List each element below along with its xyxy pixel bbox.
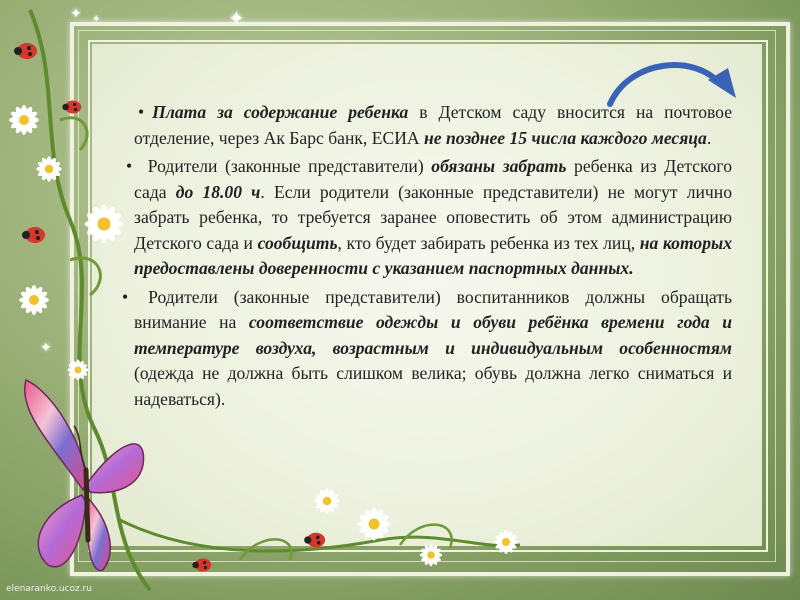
clothing-text-1: Родители (законные представители) воспитанников должны обращать внимание на (132, 286, 732, 332)
watermark: elenaranko.ucoz.ru (6, 584, 92, 594)
ladybug-icon (22, 224, 48, 246)
ladybug-icon (192, 556, 214, 574)
pickup-time: до 18.00 ч (175, 181, 261, 202)
payment-deadline: не позднее 15 числа каждого месяца (424, 127, 707, 148)
pickup-inform: сообщить (257, 232, 338, 253)
pickup-text-3: . Если родители (законные представители) не могут лично забрать ребенка, то требуется заранее оповестить об этом администрацию Детского сада и (134, 181, 732, 253)
paragraph-clothing (122, 285, 733, 413)
payment-text: в Детском саду вносится на почтовое отделение, через Ак Барс банк, ЕСИА (134, 102, 732, 148)
clothing-emphasis: соответствие одежды и обуви ребёнка времени года и температуре воздуха, возрастным и индивидуальным особенностям (134, 312, 733, 358)
daisy-icon (32, 152, 66, 186)
daisy-icon (310, 484, 344, 518)
daisy-icon (416, 540, 446, 570)
payment-heading: Плата за содержание ребенка (152, 102, 409, 122)
bullet: • (138, 102, 145, 122)
rules-text (122, 100, 733, 412)
ladybug-icon (14, 40, 40, 62)
pickup-obligation: обязаны забрать (431, 156, 567, 176)
bullet: • (126, 156, 133, 176)
bullet: • (122, 286, 129, 307)
daisy-icon (490, 526, 522, 558)
daisy-icon (4, 100, 44, 140)
ladybug-icon (304, 530, 328, 550)
paragraph-payment (134, 100, 732, 151)
daisy-icon (14, 280, 54, 320)
clothing-text-2: (одежда не должна быть слишком велика; обувь должна легко сниматься и надеваться). (134, 363, 732, 409)
sparkle-icon: ✦ (228, 6, 245, 30)
sparkle-icon: ✦ (70, 6, 82, 22)
pickup-proxy: на которых предоставлены доверенности с указанием паспортных данных. (134, 232, 733, 278)
pickup-text-1: Родители (законные представители) (140, 156, 432, 176)
daisy-icon (352, 502, 396, 546)
daisy-icon (78, 198, 130, 250)
ladybug-icon (62, 98, 84, 116)
payment-end: . (706, 127, 712, 148)
pickup-text-4: , кто будет забирать ребенка из тех лиц, (337, 232, 640, 253)
sparkle-icon: ✦ (40, 340, 52, 356)
sparkle-icon: ✦ (92, 14, 101, 25)
paragraph-pickup (126, 154, 733, 282)
pickup-text-2: ребенка из Детского сада (134, 156, 732, 202)
